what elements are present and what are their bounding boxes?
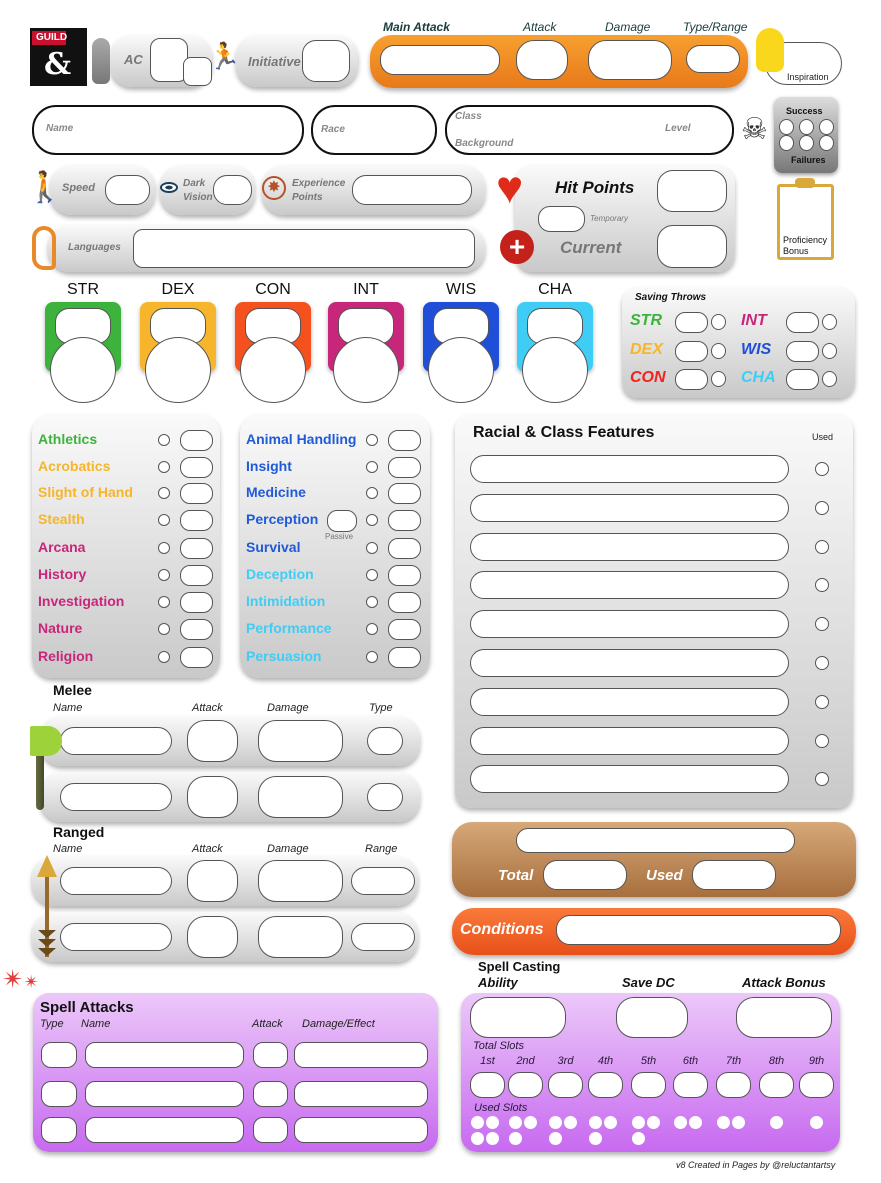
- saving-throw-label: STR: [630, 312, 662, 329]
- main-attack-attack-input[interactable]: [516, 40, 568, 80]
- used-slot-checkbox[interactable]: [770, 1116, 783, 1129]
- saving-throw-input[interactable]: [786, 341, 819, 362]
- ampersand-logo-mark: &: [44, 47, 72, 82]
- total-slots-input[interactable]: [759, 1072, 794, 1098]
- ability-score-input[interactable]: [50, 337, 116, 403]
- used-slot-checkbox[interactable]: [674, 1116, 687, 1129]
- fireworks-icon: ✴✴: [2, 964, 39, 994]
- skill-label-arcana: Arcana: [38, 539, 86, 555]
- total-slots-input[interactable]: [716, 1072, 751, 1098]
- skill-proficiency-checkbox[interactable]: [158, 434, 170, 446]
- used-slot-checkbox[interactable]: [509, 1132, 522, 1145]
- current-hit-points-input[interactable]: [657, 225, 727, 268]
- skill-modifier-input[interactable]: [180, 430, 213, 451]
- used-slot-checkbox[interactable]: [810, 1116, 823, 1129]
- arrow-head: [37, 855, 57, 877]
- spell-level-label: 3rd: [557, 1055, 574, 1067]
- skill-modifier-input[interactable]: [180, 592, 213, 613]
- skill-proficiency-checkbox[interactable]: [366, 461, 378, 473]
- weapon-type-input[interactable]: [367, 727, 403, 755]
- feature-input[interactable]: [470, 455, 789, 483]
- total-slots-input[interactable]: [508, 1072, 543, 1098]
- saving-throw-input[interactable]: [786, 312, 819, 333]
- used-slot-checkbox[interactable]: [604, 1116, 617, 1129]
- skill-proficiency-checkbox[interactable]: [366, 623, 378, 635]
- passive-label: Passive: [325, 532, 354, 541]
- weapon-attack-input[interactable]: [187, 776, 238, 818]
- eye-icon: [160, 182, 178, 193]
- weapon-type-input[interactable]: [351, 867, 415, 895]
- feature-input[interactable]: [470, 765, 789, 793]
- ability-label-int: INT: [353, 281, 379, 298]
- skill-modifier-input[interactable]: [388, 430, 421, 451]
- saving-throw-input[interactable]: [675, 312, 708, 333]
- weapon-name-input[interactable]: [60, 923, 172, 951]
- saving-throw-proficiency-checkbox[interactable]: [711, 314, 726, 330]
- ability-score-input[interactable]: [522, 337, 588, 403]
- ability-score-input[interactable]: [428, 337, 494, 403]
- feature-input[interactable]: [470, 649, 789, 677]
- feature-input[interactable]: [470, 727, 789, 755]
- spell-attack-input[interactable]: [253, 1117, 288, 1143]
- skill-proficiency-checkbox[interactable]: [366, 596, 378, 608]
- medical-cross-icon: +: [500, 230, 534, 264]
- saving-throw-label: WIS: [741, 341, 772, 358]
- spell-attack-bonus-input[interactable]: [736, 997, 832, 1038]
- death-save-failure-checkbox[interactable]: [799, 135, 814, 151]
- used-slot-checkbox[interactable]: [509, 1116, 522, 1129]
- ability-label-dex: DEX: [161, 281, 195, 298]
- max-hit-points-input[interactable]: [657, 170, 727, 212]
- skill-proficiency-checkbox[interactable]: [366, 514, 378, 526]
- spell-type-input[interactable]: [41, 1117, 77, 1143]
- skill-label-slight-of-hand: Slight of Hand: [38, 484, 133, 500]
- feature-input[interactable]: [470, 610, 789, 638]
- weapon-name-input[interactable]: [60, 867, 172, 895]
- spell-level-label: 9th: [808, 1055, 825, 1067]
- used-slot-checkbox[interactable]: [647, 1116, 660, 1129]
- main-attack-type-input[interactable]: [686, 45, 740, 73]
- skill-label-stealth: Stealth: [38, 511, 85, 527]
- temporary-hit-points-input[interactable]: [538, 206, 585, 232]
- feature-used-checkbox[interactable]: [815, 501, 829, 515]
- feature-used-checkbox[interactable]: [815, 656, 829, 670]
- used-slot-checkbox[interactable]: [486, 1132, 499, 1145]
- skill-proficiency-checkbox[interactable]: [158, 596, 170, 608]
- saving-throw-proficiency-checkbox[interactable]: [822, 343, 837, 359]
- feature-input[interactable]: [470, 533, 789, 561]
- skill-proficiency-checkbox[interactable]: [366, 651, 378, 663]
- speed-input[interactable]: [105, 175, 150, 205]
- used-slot-checkbox[interactable]: [632, 1132, 645, 1145]
- skill-label-athletics: Athletics: [38, 431, 98, 447]
- used-slot-checkbox[interactable]: [732, 1116, 745, 1129]
- skill-modifier-input[interactable]: [180, 647, 213, 668]
- proficiency-bonus-input[interactable]: [782, 192, 829, 232]
- walking-person-icon: 🚶: [26, 171, 64, 204]
- weapon-name-input[interactable]: [60, 783, 172, 811]
- saving-throw-label: CON: [630, 369, 666, 386]
- spellcasting-ability-input[interactable]: [470, 997, 566, 1038]
- initiative-input[interactable]: [302, 40, 350, 82]
- skill-label-persuasion: Persuasion: [246, 648, 322, 664]
- ability-label-str: STR: [67, 281, 99, 298]
- skill-modifier-input[interactable]: [388, 592, 421, 613]
- death-save-success-checkbox[interactable]: [799, 119, 814, 135]
- death-save-success-checkbox[interactable]: [779, 119, 794, 135]
- passive-perception-input[interactable]: [327, 510, 357, 532]
- used-slot-checkbox[interactable]: [524, 1116, 537, 1129]
- heart-icon: ♥: [496, 161, 524, 213]
- weapon-type-input[interactable]: [351, 923, 415, 951]
- dnd-logo: GUILD &: [30, 28, 87, 86]
- weapon-damage-input[interactable]: [258, 776, 343, 818]
- spell-damage-input[interactable]: [294, 1117, 428, 1143]
- spell-level-label: 4th: [597, 1055, 614, 1067]
- main-attack-damage-input[interactable]: [588, 40, 672, 80]
- feature-input[interactable]: [470, 494, 789, 522]
- skill-proficiency-checkbox[interactable]: [158, 514, 170, 526]
- skill-modifier-input[interactable]: [388, 483, 421, 504]
- skill-modifier-input[interactable]: [388, 538, 421, 559]
- death-save-success-checkbox[interactable]: [819, 119, 834, 135]
- skill-label-religion: Religion: [38, 648, 94, 664]
- used-slot-checkbox[interactable]: [632, 1116, 645, 1129]
- lightbulb-icon: [756, 28, 784, 72]
- skill-proficiency-checkbox[interactable]: [366, 487, 378, 499]
- total-slots-input[interactable]: [673, 1072, 708, 1098]
- resource-total-input[interactable]: [543, 860, 627, 890]
- skill-modifier-input[interactable]: [388, 619, 421, 640]
- arrow-fletching: [38, 930, 56, 938]
- skill-modifier-input[interactable]: [388, 647, 421, 668]
- skill-label-perception: Perception: [246, 511, 319, 527]
- feature-used-checkbox[interactable]: [815, 734, 829, 748]
- main-attack-name-input[interactable]: [380, 45, 500, 75]
- total-slots-input[interactable]: [548, 1072, 583, 1098]
- skill-proficiency-checkbox[interactable]: [366, 569, 378, 581]
- skill-modifier-input[interactable]: [388, 510, 421, 531]
- spell-damage-input[interactable]: [294, 1042, 428, 1068]
- skill-proficiency-checkbox[interactable]: [158, 651, 170, 663]
- weapon-attack-input[interactable]: [187, 916, 238, 958]
- used-slot-checkbox[interactable]: [549, 1116, 562, 1129]
- weapon-attack-input[interactable]: [187, 720, 238, 762]
- skill-proficiency-checkbox[interactable]: [158, 542, 170, 554]
- skill-proficiency-checkbox[interactable]: [366, 542, 378, 554]
- saving-throw-input[interactable]: [675, 341, 708, 362]
- arrow-fletching: [38, 948, 56, 956]
- feature-used-checkbox[interactable]: [815, 695, 829, 709]
- skill-label-acrobatics: Acrobatics: [38, 458, 111, 474]
- skill-label-animal-handling: Animal Handling: [246, 431, 357, 447]
- used-slot-checkbox[interactable]: [564, 1116, 577, 1129]
- ability-score-input[interactable]: [333, 337, 399, 403]
- used-slot-checkbox[interactable]: [589, 1116, 602, 1129]
- runner-icon: 🏃: [208, 41, 241, 71]
- skill-modifier-input[interactable]: [180, 538, 213, 559]
- death-save-failure-checkbox[interactable]: [779, 135, 794, 151]
- skill-proficiency-checkbox[interactable]: [366, 434, 378, 446]
- saving-throw-label: INT: [741, 312, 767, 329]
- spell-save-dc-input[interactable]: [616, 997, 688, 1038]
- weapon-attack-input[interactable]: [187, 860, 238, 902]
- used-slot-checkbox[interactable]: [689, 1116, 702, 1129]
- skill-label-nature: Nature: [38, 620, 83, 636]
- axe-head: [30, 726, 62, 756]
- ability-label-con: CON: [255, 281, 291, 298]
- skull-crossbones-icon: ☠: [741, 113, 768, 146]
- spell-damage-input[interactable]: [294, 1081, 428, 1107]
- feature-input[interactable]: [470, 688, 789, 716]
- helmet-icon: [92, 38, 110, 84]
- saving-throw-proficiency-checkbox[interactable]: [711, 371, 726, 387]
- compass-icon: ✸: [262, 176, 286, 200]
- spell-level-label: 1st: [480, 1055, 495, 1067]
- skill-label-history: History: [38, 566, 87, 582]
- skill-label-survival: Survival: [246, 539, 301, 555]
- skill-modifier-input[interactable]: [180, 510, 213, 531]
- spell-name-input[interactable]: [85, 1117, 244, 1143]
- used-slot-checkbox[interactable]: [717, 1116, 730, 1129]
- weapon-damage-input[interactable]: [258, 860, 343, 902]
- skill-label-insight: Insight: [246, 458, 292, 474]
- total-slots-input[interactable]: [631, 1072, 666, 1098]
- ear-icon: [32, 226, 56, 270]
- conditions-input[interactable]: [556, 915, 841, 945]
- spell-name-input[interactable]: [85, 1081, 244, 1107]
- spell-name-input[interactable]: [85, 1042, 244, 1068]
- feature-used-checkbox[interactable]: [815, 462, 829, 476]
- ability-score-input[interactable]: [240, 337, 306, 403]
- spell-attack-input[interactable]: [253, 1042, 288, 1068]
- used-slot-checkbox[interactable]: [589, 1132, 602, 1145]
- feature-input[interactable]: [470, 571, 789, 599]
- skill-modifier-input[interactable]: [180, 619, 213, 640]
- saving-throw-input[interactable]: [675, 369, 708, 390]
- skill-modifier-input[interactable]: [180, 483, 213, 504]
- total-slots-input[interactable]: [799, 1072, 834, 1098]
- dark-vision-input[interactable]: [213, 175, 252, 205]
- saving-throw-proficiency-checkbox[interactable]: [822, 314, 837, 330]
- skill-label-performance: Performance: [246, 620, 332, 636]
- feature-used-checkbox[interactable]: [815, 540, 829, 554]
- skill-proficiency-checkbox[interactable]: [158, 569, 170, 581]
- weapon-damage-input[interactable]: [258, 916, 343, 958]
- skill-label-deception: Deception: [246, 566, 314, 582]
- skill-proficiency-checkbox[interactable]: [158, 461, 170, 473]
- skill-label-intimidation: Intimidation: [246, 593, 326, 609]
- skill-label-medicine: Medicine: [246, 484, 306, 500]
- spell-level-label: 6th: [682, 1055, 699, 1067]
- spell-type-input[interactable]: [41, 1042, 77, 1068]
- saving-throw-input[interactable]: [786, 369, 819, 390]
- skill-modifier-input[interactable]: [388, 565, 421, 586]
- spell-level-label: 8th: [768, 1055, 785, 1067]
- ability-score-input[interactable]: [145, 337, 211, 403]
- weapon-name-input[interactable]: [60, 727, 172, 755]
- skill-label-investigation: Investigation: [38, 593, 125, 609]
- skill-modifier-input[interactable]: [388, 457, 421, 478]
- spell-level-label: 7th: [725, 1055, 742, 1067]
- arrow-fletching: [38, 939, 56, 947]
- death-save-failure-checkbox[interactable]: [819, 135, 834, 151]
- languages-input[interactable]: [133, 229, 475, 268]
- used-slot-checkbox[interactable]: [471, 1132, 484, 1145]
- saving-throw-label: CHA: [741, 369, 776, 386]
- skill-proficiency-checkbox[interactable]: [158, 487, 170, 499]
- total-slots-input[interactable]: [470, 1072, 505, 1098]
- clipboard-clip: [795, 178, 815, 188]
- spell-level-label: 5th: [640, 1055, 657, 1067]
- spell-level-label: 2nd: [516, 1055, 535, 1067]
- weapon-type-input[interactable]: [367, 783, 403, 811]
- saving-throw-proficiency-checkbox[interactable]: [711, 343, 726, 359]
- skill-modifier-input[interactable]: [180, 565, 213, 586]
- saving-throw-proficiency-checkbox[interactable]: [822, 371, 837, 387]
- saving-throw-label: DEX: [630, 341, 663, 358]
- spell-attack-input[interactable]: [253, 1081, 288, 1107]
- total-slots-input[interactable]: [588, 1072, 623, 1098]
- used-slot-checkbox[interactable]: [486, 1116, 499, 1129]
- used-slot-checkbox[interactable]: [471, 1116, 484, 1129]
- weapon-damage-input[interactable]: [258, 720, 343, 762]
- used-slot-checkbox[interactable]: [549, 1132, 562, 1145]
- experience-input[interactable]: [352, 175, 472, 205]
- ability-label-cha: CHA: [538, 281, 572, 298]
- skill-proficiency-checkbox[interactable]: [158, 623, 170, 635]
- resource-name-input[interactable]: [516, 828, 795, 853]
- ability-label-wis: WIS: [445, 281, 477, 298]
- skill-modifier-input[interactable]: [180, 457, 213, 478]
- resource-used-input[interactable]: [692, 860, 776, 890]
- spell-type-input[interactable]: [41, 1081, 77, 1107]
